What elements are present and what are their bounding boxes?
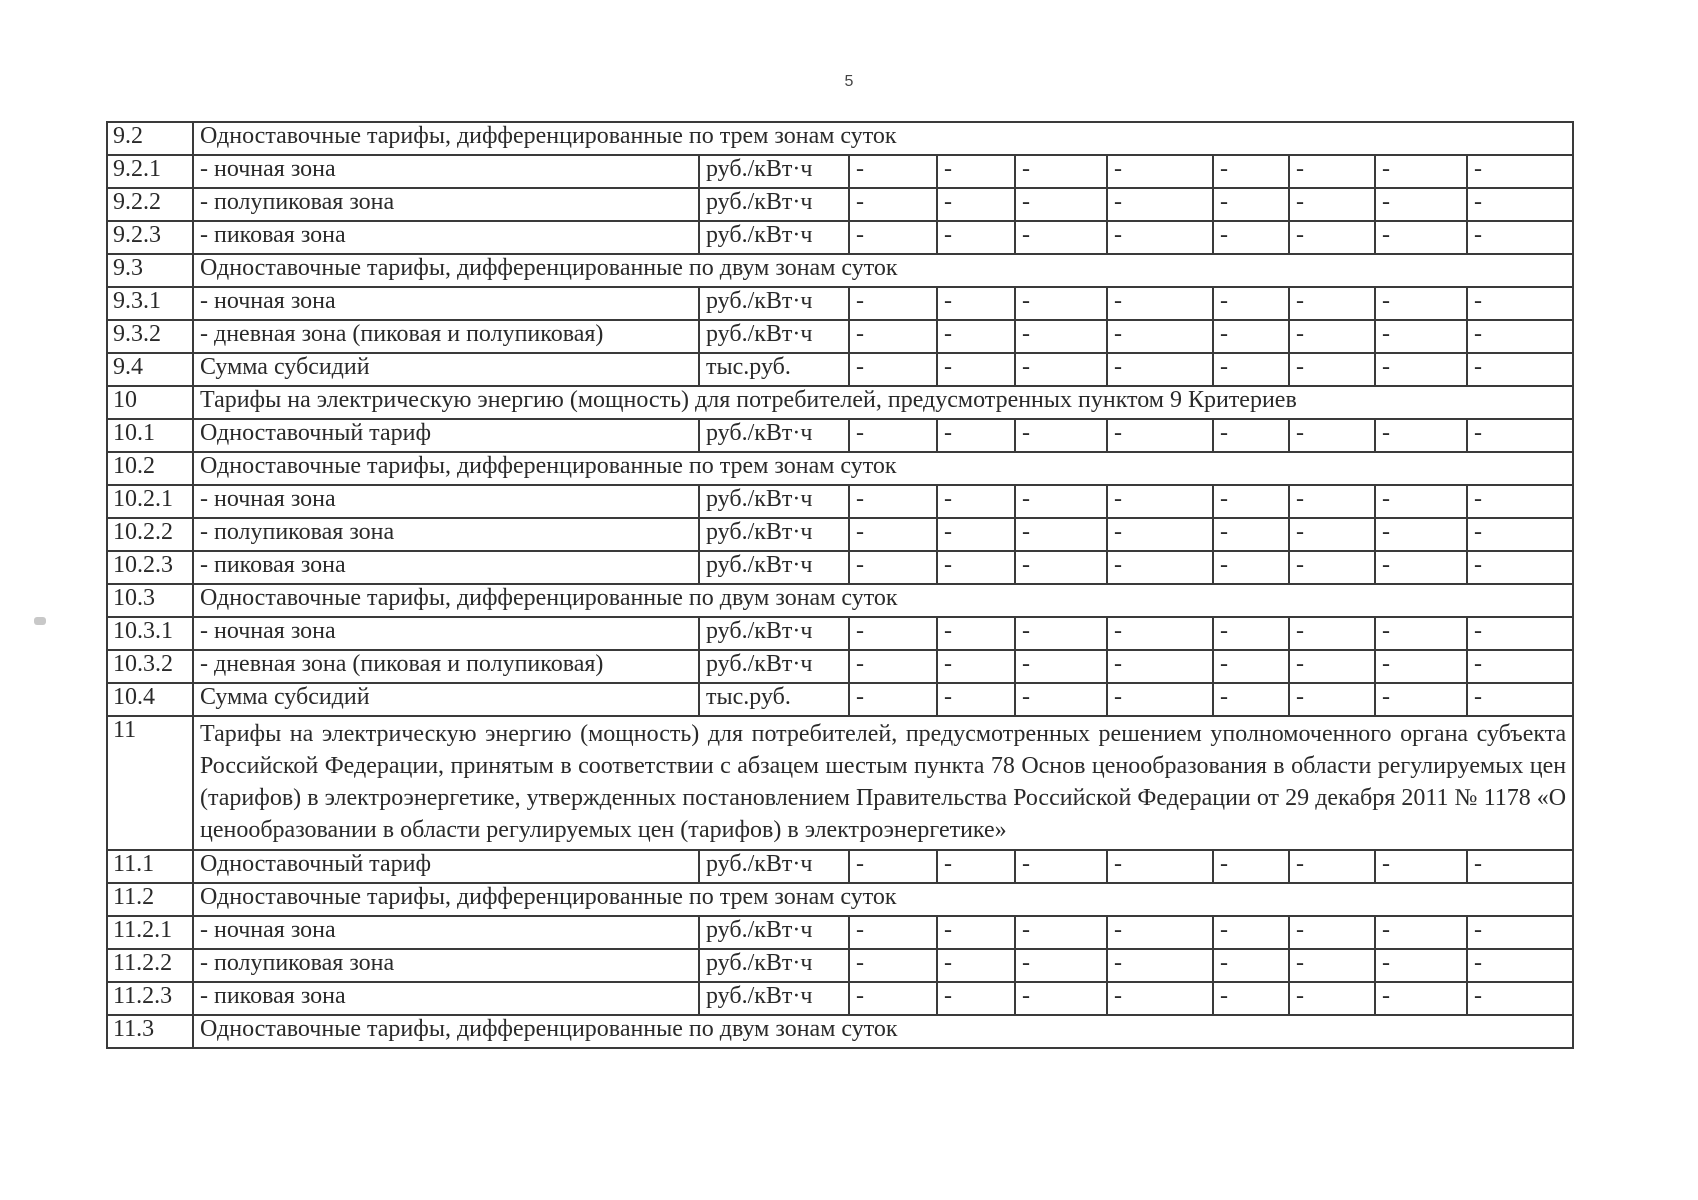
value-cell: - — [1015, 188, 1107, 221]
value-cell: - — [1213, 485, 1289, 518]
value-cell: - — [1375, 617, 1467, 650]
scan-artifact — [34, 617, 46, 625]
row-label: - пиковая зона — [193, 982, 699, 1015]
value-cell: - — [1107, 551, 1213, 584]
value-cell: - — [1289, 287, 1375, 320]
value-cell: - — [1375, 518, 1467, 551]
value-cell: - — [1375, 949, 1467, 982]
row-label: Тарифы на электрическую энергию (мощность) для потребителей, предусмотренных пунктом 9 Критериев — [193, 386, 1573, 419]
value-cell: - — [849, 419, 937, 452]
value-cell: - — [1289, 188, 1375, 221]
value-cell: - — [1107, 320, 1213, 353]
value-cell: - — [1213, 650, 1289, 683]
row-number: 9.4 — [107, 353, 193, 386]
value-cell: - — [1015, 155, 1107, 188]
row-number: 9.3.1 — [107, 287, 193, 320]
row-number: 11.2 — [107, 883, 193, 916]
value-cell: - — [1467, 155, 1573, 188]
row-label: - ночная зона — [193, 287, 699, 320]
row-label: - полупиковая зона — [193, 949, 699, 982]
table-row — [107, 916, 1573, 949]
value-cell: - — [1213, 916, 1289, 949]
value-cell: - — [1107, 485, 1213, 518]
value-cell: - — [937, 221, 1015, 254]
value-cell: - — [1467, 551, 1573, 584]
row-unit: руб./кВт·ч — [699, 949, 849, 982]
row-label: - ночная зона — [193, 617, 699, 650]
value-cell: - — [1107, 353, 1213, 386]
row-unit: руб./кВт·ч — [699, 188, 849, 221]
row-label: Сумма субсидий — [193, 353, 699, 386]
row-number: 11 — [107, 716, 193, 850]
value-cell: - — [1213, 949, 1289, 982]
value-cell: - — [1107, 982, 1213, 1015]
value-cell: - — [1015, 221, 1107, 254]
row-number: 10.3.2 — [107, 650, 193, 683]
value-cell: - — [849, 287, 937, 320]
row-number: 10.2.2 — [107, 518, 193, 551]
value-cell: - — [1289, 850, 1375, 883]
page-number: 5 — [844, 73, 854, 90]
table-row — [107, 155, 1573, 188]
row-number: 10.2.1 — [107, 485, 193, 518]
table-row — [107, 419, 1573, 452]
value-cell: - — [937, 287, 1015, 320]
row-number: 11.2.1 — [107, 916, 193, 949]
row-label: Одноставочные тарифы, дифференцированные по трем зонам суток — [193, 122, 1573, 155]
value-cell: - — [1213, 982, 1289, 1015]
table-row — [107, 949, 1573, 982]
value-cell: - — [1375, 287, 1467, 320]
value-cell: - — [1289, 485, 1375, 518]
table-row — [107, 122, 1573, 155]
value-cell: - — [1467, 419, 1573, 452]
row-number: 10.3 — [107, 584, 193, 617]
value-cell: - — [1375, 221, 1467, 254]
value-cell: - — [1375, 551, 1467, 584]
row-label: - полупиковая зона — [193, 518, 699, 551]
row-number: 9.2.3 — [107, 221, 193, 254]
value-cell: - — [849, 683, 937, 716]
value-cell: - — [937, 916, 1015, 949]
tariff-table — [106, 121, 1574, 1049]
row-label: Тарифы на электрическую энергию (мощность) для потребителей, предусмотренных решением уполномоченного органа субъекта Российской Федерации, принятым в соответствии с абзацем шестым пункта 78 Основ ценообразования в области регулируемых цен (тарифов) в электроэнергетике, утвержденных постановлением Правительства Российской Федерации от 29 декабря 2011 № 1178 «О ценообразовании в области регулируемых цен (тарифов) в электроэнергетике» — [193, 716, 1573, 850]
table-row — [107, 883, 1573, 916]
value-cell: - — [1015, 650, 1107, 683]
row-number: 9.3.2 — [107, 320, 193, 353]
row-number: 9.2 — [107, 122, 193, 155]
row-number: 9.3 — [107, 254, 193, 287]
value-cell: - — [1375, 850, 1467, 883]
value-cell: - — [849, 650, 937, 683]
value-cell: - — [1107, 188, 1213, 221]
row-number: 10 — [107, 386, 193, 419]
value-cell: - — [1015, 982, 1107, 1015]
value-cell: - — [937, 188, 1015, 221]
value-cell: - — [1213, 518, 1289, 551]
value-cell: - — [849, 617, 937, 650]
value-cell: - — [1015, 949, 1107, 982]
value-cell: - — [1467, 650, 1573, 683]
value-cell: - — [1213, 353, 1289, 386]
row-number: 10.4 — [107, 683, 193, 716]
row-label: - ночная зона — [193, 485, 699, 518]
row-label: - полупиковая зона — [193, 188, 699, 221]
value-cell: - — [1375, 320, 1467, 353]
table-row — [107, 1015, 1573, 1048]
row-number: 11.2.2 — [107, 949, 193, 982]
value-cell: - — [1213, 155, 1289, 188]
value-cell: - — [937, 850, 1015, 883]
table-row — [107, 320, 1573, 353]
value-cell: - — [1375, 650, 1467, 683]
row-label: Одноставочные тарифы, дифференцированные по трем зонам суток — [193, 452, 1573, 485]
value-cell: - — [1213, 683, 1289, 716]
row-unit: руб./кВт·ч — [699, 916, 849, 949]
row-label: - пиковая зона — [193, 551, 699, 584]
value-cell: - — [849, 320, 937, 353]
value-cell: - — [849, 353, 937, 386]
value-cell: - — [1375, 419, 1467, 452]
value-cell: - — [1289, 155, 1375, 188]
value-cell: - — [1107, 221, 1213, 254]
value-cell: - — [1015, 916, 1107, 949]
row-label: Одноставочные тарифы, дифференцированные по двум зонам суток — [193, 584, 1573, 617]
value-cell: - — [849, 982, 937, 1015]
row-unit: руб./кВт·ч — [699, 650, 849, 683]
value-cell: - — [849, 850, 937, 883]
row-unit: руб./кВт·ч — [699, 221, 849, 254]
value-cell: - — [1213, 850, 1289, 883]
value-cell: - — [1107, 916, 1213, 949]
value-cell: - — [937, 518, 1015, 551]
value-cell: - — [1213, 419, 1289, 452]
value-cell: - — [1015, 485, 1107, 518]
value-cell: - — [1467, 188, 1573, 221]
value-cell: - — [1289, 551, 1375, 584]
row-number: 11.1 — [107, 850, 193, 883]
value-cell: - — [849, 949, 937, 982]
table-row — [107, 650, 1573, 683]
value-cell: - — [1015, 353, 1107, 386]
value-cell: - — [1467, 518, 1573, 551]
value-cell: - — [1375, 188, 1467, 221]
value-cell: - — [937, 683, 1015, 716]
value-cell: - — [1467, 982, 1573, 1015]
value-cell: - — [1015, 518, 1107, 551]
value-cell: - — [937, 650, 1015, 683]
row-unit: руб./кВт·ч — [699, 617, 849, 650]
table-row — [107, 584, 1573, 617]
value-cell: - — [1289, 982, 1375, 1015]
row-number: 11.2.3 — [107, 982, 193, 1015]
row-label: - дневная зона (пиковая и полупиковая) — [193, 650, 699, 683]
value-cell: - — [937, 320, 1015, 353]
table-row — [107, 287, 1573, 320]
value-cell: - — [849, 916, 937, 949]
value-cell: - — [1015, 320, 1107, 353]
table-row — [107, 982, 1573, 1015]
value-cell: - — [849, 155, 937, 188]
value-cell: - — [1107, 518, 1213, 551]
row-label: Одноставочный тариф — [193, 850, 699, 883]
value-cell: - — [1467, 850, 1573, 883]
value-cell: - — [1107, 419, 1213, 452]
value-cell: - — [937, 485, 1015, 518]
value-cell: - — [849, 221, 937, 254]
row-unit: руб./кВт·ч — [699, 850, 849, 883]
value-cell: - — [1467, 617, 1573, 650]
table-row — [107, 485, 1573, 518]
value-cell: - — [849, 188, 937, 221]
table-row — [107, 716, 1573, 850]
value-cell: - — [1375, 683, 1467, 716]
value-cell: - — [1289, 221, 1375, 254]
value-cell: - — [1015, 287, 1107, 320]
value-cell: - — [1467, 221, 1573, 254]
value-cell: - — [849, 485, 937, 518]
row-unit: руб./кВт·ч — [699, 320, 849, 353]
value-cell: - — [937, 551, 1015, 584]
value-cell: - — [1213, 320, 1289, 353]
row-label: - ночная зона — [193, 916, 699, 949]
value-cell: - — [1107, 683, 1213, 716]
row-unit: руб./кВт·ч — [699, 551, 849, 584]
row-unit: руб./кВт·ч — [699, 485, 849, 518]
value-cell: - — [1467, 287, 1573, 320]
value-cell: - — [1107, 650, 1213, 683]
value-cell: - — [1015, 551, 1107, 584]
value-cell: - — [849, 551, 937, 584]
row-number: 10.3.1 — [107, 617, 193, 650]
table-row — [107, 386, 1573, 419]
value-cell: - — [937, 949, 1015, 982]
value-cell: - — [1213, 617, 1289, 650]
value-cell: - — [1467, 949, 1573, 982]
value-cell: - — [1107, 617, 1213, 650]
row-label: Сумма субсидий — [193, 683, 699, 716]
table-row — [107, 254, 1573, 287]
value-cell: - — [1375, 982, 1467, 1015]
value-cell: - — [1289, 320, 1375, 353]
table-row — [107, 188, 1573, 221]
row-unit: руб./кВт·ч — [699, 518, 849, 551]
value-cell: - — [1375, 916, 1467, 949]
value-cell: - — [1107, 287, 1213, 320]
value-cell: - — [937, 617, 1015, 650]
row-number: 11.3 — [107, 1015, 193, 1048]
value-cell: - — [1213, 551, 1289, 584]
row-unit: руб./кВт·ч — [699, 419, 849, 452]
value-cell: - — [1015, 419, 1107, 452]
value-cell: - — [1375, 353, 1467, 386]
value-cell: - — [849, 518, 937, 551]
value-cell: - — [1289, 419, 1375, 452]
row-number: 10.1 — [107, 419, 193, 452]
value-cell: - — [1467, 916, 1573, 949]
table-row — [107, 617, 1573, 650]
value-cell: - — [1289, 518, 1375, 551]
value-cell: - — [1015, 617, 1107, 650]
value-cell: - — [937, 353, 1015, 386]
row-label: Одноставочные тарифы, дифференцированные по трем зонам суток — [193, 883, 1573, 916]
value-cell: - — [1213, 287, 1289, 320]
value-cell: - — [1289, 683, 1375, 716]
value-cell: - — [1015, 683, 1107, 716]
value-cell: - — [1289, 916, 1375, 949]
row-label: Одноставочные тарифы, дифференцированные по двум зонам суток — [193, 1015, 1573, 1048]
value-cell: - — [937, 155, 1015, 188]
value-cell: - — [1467, 485, 1573, 518]
table-row — [107, 683, 1573, 716]
value-cell: - — [1107, 850, 1213, 883]
value-cell: - — [937, 982, 1015, 1015]
row-unit: руб./кВт·ч — [699, 982, 849, 1015]
value-cell: - — [1375, 155, 1467, 188]
value-cell: - — [1467, 353, 1573, 386]
row-label: - ночная зона — [193, 155, 699, 188]
value-cell: - — [937, 419, 1015, 452]
row-label: Одноставочные тарифы, дифференцированные по двум зонам суток — [193, 254, 1573, 287]
row-unit: руб./кВт·ч — [699, 155, 849, 188]
table-row — [107, 551, 1573, 584]
row-unit: тыс.руб. — [699, 683, 849, 716]
value-cell: - — [1213, 188, 1289, 221]
value-cell: - — [1289, 650, 1375, 683]
row-unit: руб./кВт·ч — [699, 287, 849, 320]
row-number: 9.2.2 — [107, 188, 193, 221]
table-row — [107, 353, 1573, 386]
table-body — [107, 122, 1573, 1048]
table-row — [107, 850, 1573, 883]
row-label: - дневная зона (пиковая и полупиковая) — [193, 320, 699, 353]
row-label: - пиковая зона — [193, 221, 699, 254]
row-unit: тыс.руб. — [699, 353, 849, 386]
value-cell: - — [1015, 850, 1107, 883]
table-row — [107, 221, 1573, 254]
value-cell: - — [1289, 617, 1375, 650]
table-row — [107, 518, 1573, 551]
value-cell: - — [1467, 320, 1573, 353]
value-cell: - — [1107, 949, 1213, 982]
row-number: 9.2.1 — [107, 155, 193, 188]
value-cell: - — [1467, 683, 1573, 716]
row-label: Одноставочный тариф — [193, 419, 699, 452]
value-cell: - — [1213, 221, 1289, 254]
value-cell: - — [1289, 949, 1375, 982]
value-cell: - — [1289, 353, 1375, 386]
row-number: 10.2 — [107, 452, 193, 485]
row-number: 10.2.3 — [107, 551, 193, 584]
value-cell: - — [1375, 485, 1467, 518]
value-cell: - — [1107, 155, 1213, 188]
table-row — [107, 452, 1573, 485]
